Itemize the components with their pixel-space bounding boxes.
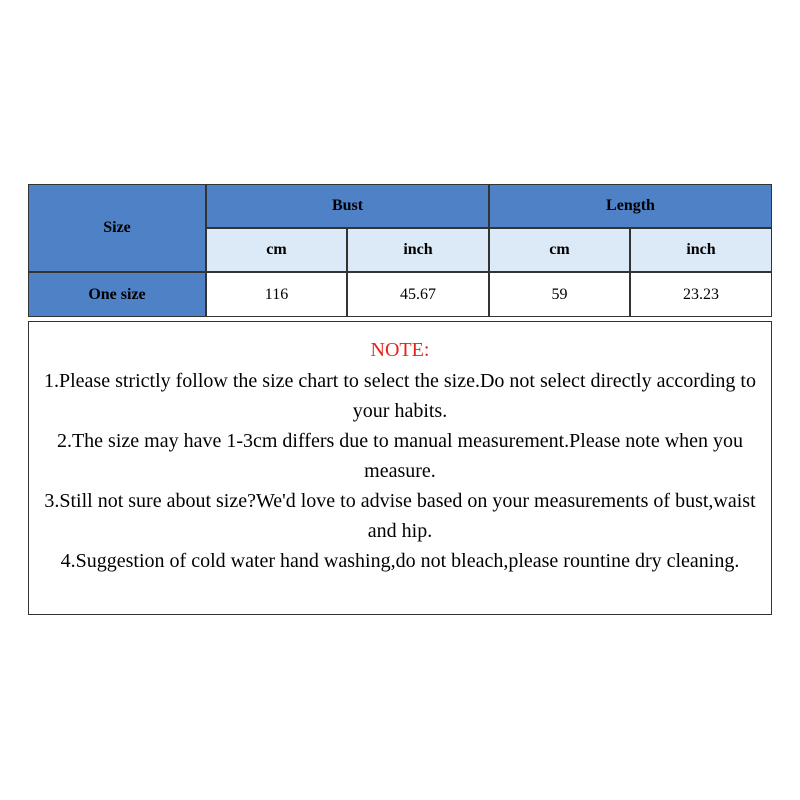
value-bust-inch: 45.67 [347, 272, 489, 317]
unit-length-inch: inch [630, 228, 772, 272]
note-item: 1.Please strictly follow the size chart to select the size.Do not select directly according to your habits. [44, 370, 756, 422]
row-label-one-size: One size [28, 272, 206, 317]
size-chart [28, 184, 772, 615]
bust-header: Bust [206, 184, 489, 228]
value-length-inch: 23.23 [630, 272, 772, 317]
value-length-cm: 59 [489, 272, 630, 317]
unit-bust-cm: cm [206, 228, 347, 272]
note-item: 3.Still not sure about size?We'd love to advise based on your measurements of bust,waist and hip. [44, 490, 756, 542]
note-box [28, 321, 772, 615]
value-bust-cm: 116 [206, 272, 347, 317]
note-item: 4.Suggestion of cold water hand washing,do not bleach,please rountine dry cleaning. [60, 550, 740, 572]
unit-length-cm: cm [489, 228, 630, 272]
note-item: 2.The size may have 1-3cm differs due to manual measurement.Please note when you measure. [56, 430, 744, 482]
length-header: Length [489, 184, 772, 228]
unit-bust-inch: inch [347, 228, 489, 272]
note-title: NOTE: [370, 339, 430, 361]
size-header: Size [28, 184, 206, 272]
